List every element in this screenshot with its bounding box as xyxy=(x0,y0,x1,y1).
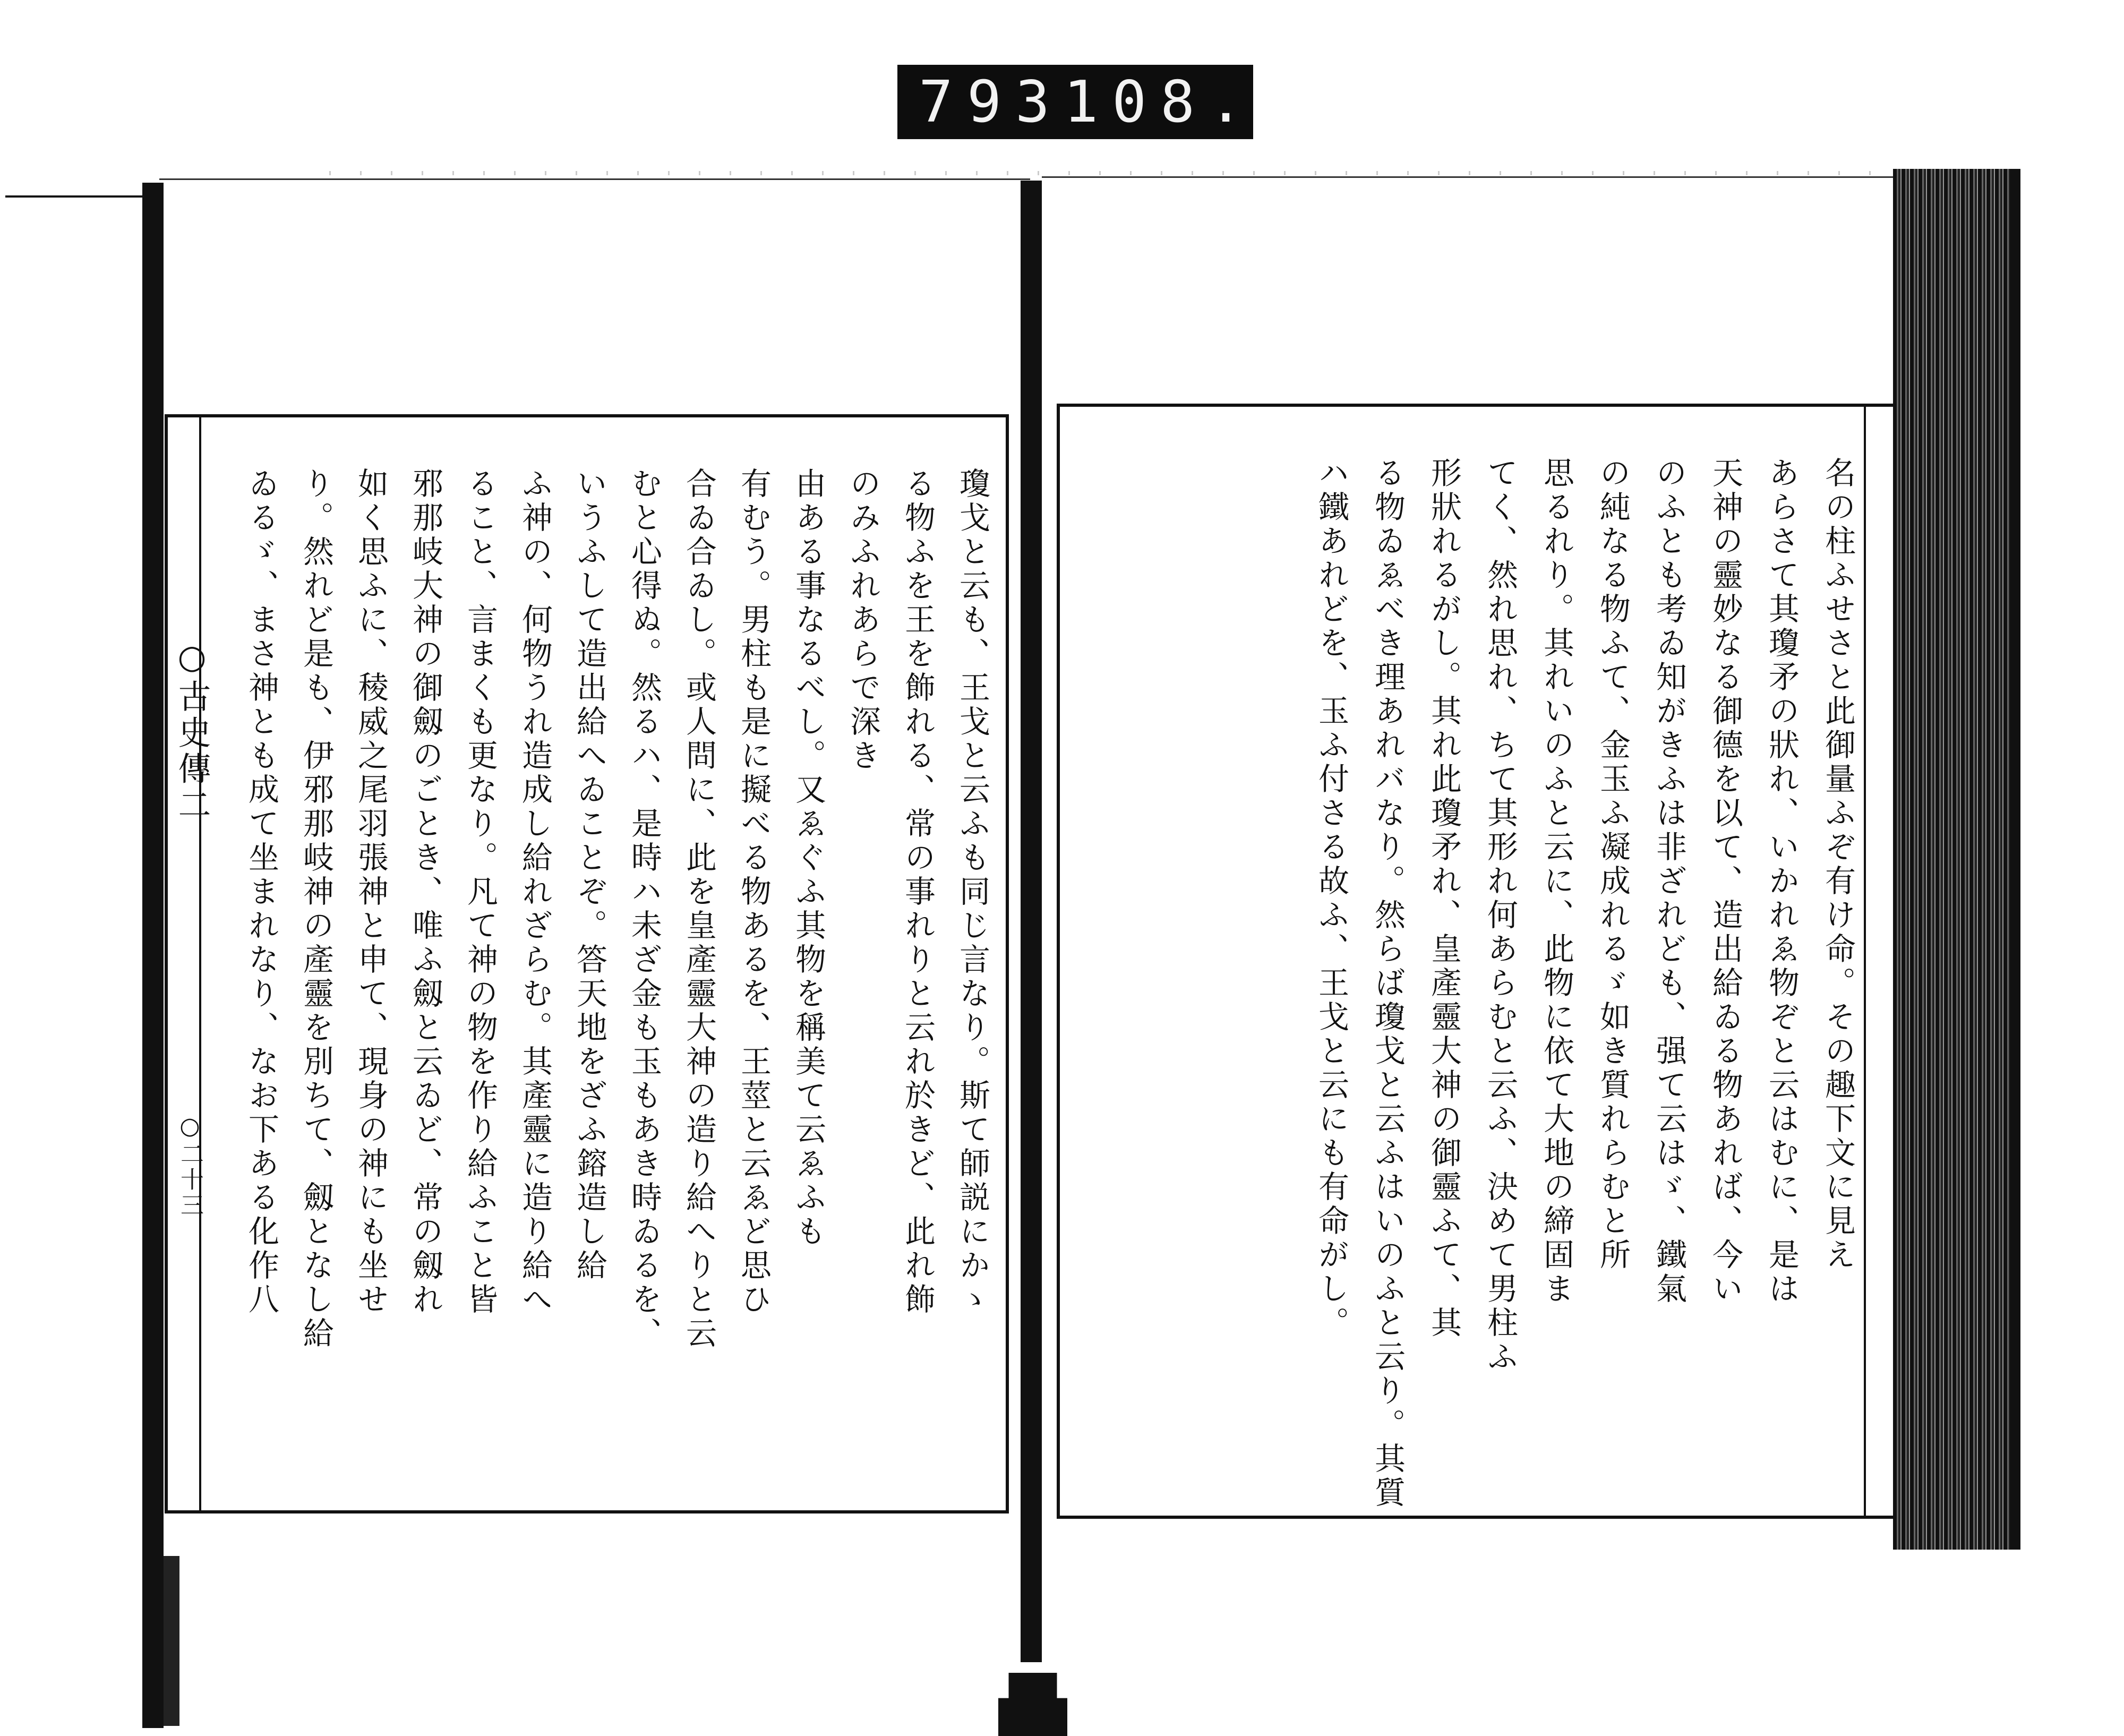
text-column: 名の柱ふせさと此御量ふぞ有け命。その趣下文に見え xyxy=(1820,457,1856,1272)
catalog-number-right: 108. xyxy=(1064,69,1257,135)
text-column: 有むう。男柱も是に擬べる物あるを、王莖と云ゑど思ひ xyxy=(735,467,772,1317)
right-frame-inner-rule xyxy=(1864,407,1866,1516)
text-column: ゐるゞ、まさ神とも成て坐まれなり、なお下ある化作八 xyxy=(243,467,279,1317)
page-stack-edge xyxy=(1893,169,2018,1550)
text-column: 瓊戈と云も、王戈と云ふも同じ言なり。斯て師説にかゝ xyxy=(954,467,990,1317)
text-column: る物ふを王を飾れる、常の事れりと云れ於きど、此れ飾 xyxy=(900,467,936,1317)
right-page-body xyxy=(1083,457,1864,1508)
left-page-top-border xyxy=(159,178,1030,180)
text-column: 如く思ふに、稜威之尾羽張神と申て、現身の神にも坐せ xyxy=(353,467,389,1317)
left-page-inner-bottom-edge xyxy=(164,1556,179,1726)
text-column: る物ゐゑべき理あれバなり。然らば瓊戈と云ふはいのふと云り。其質 xyxy=(1369,457,1406,1510)
text-column: の純なる物ふて、金玉ふ凝成れるゞ如き質れらむと所 xyxy=(1595,457,1631,1272)
catalog-number-left: 793 xyxy=(919,69,1064,135)
book-spine-gutter xyxy=(1021,181,1042,1662)
text-column: てく、然れ思れ、ちて其形れ何あらむと云ふ、決めて男柱ふ xyxy=(1482,457,1518,1374)
text-column: のみふれあらで深き xyxy=(845,467,881,773)
text-column: のふとも考ゐ知がきふは非ざれども、强て云はゞ、鐵氣 xyxy=(1651,457,1687,1306)
text-column: あらさて其瓊矛の狀れ、いかれゑ物ぞと云はむに、是は xyxy=(1763,457,1800,1306)
text-column: 形狀れるがし。其れ此瓊矛れ、皇產靈大神の御靈ふて、其 xyxy=(1426,457,1462,1340)
text-column: 合ゐ合ゐし。或人問に、此を皇產靈大神の造り給へりと云 xyxy=(681,467,717,1351)
right-page-top-border xyxy=(1042,176,1902,178)
left-title-column-rule xyxy=(199,417,201,1510)
left-page-edge-line xyxy=(5,195,143,198)
text-column: 由ある事なるべし。又ゑぐふ其物を稱美て云ゑふも xyxy=(790,467,826,1249)
text-column: ふ神の、何物うれ造成し給れざらむ。其產靈に造り給へ xyxy=(517,467,553,1317)
book-title: ○古史傳二 xyxy=(173,637,211,824)
text-column: ハ鐵あれどを、玉ふ付さる故ふ、王戈と云にも有命がし。 xyxy=(1313,457,1349,1340)
text-column: 天神の靈妙なる御德を以て、造出給ゐる物あれば、今い xyxy=(1707,457,1743,1306)
text-column: ること、言まくも更なり。凡て神の物を作り給ふこと皆 xyxy=(462,467,498,1317)
page-stack-outer-edge xyxy=(2010,169,2020,1550)
gutter-clasp xyxy=(998,1673,1067,1736)
catalog-label xyxy=(897,65,1257,139)
page-folio: ○二十三 xyxy=(176,1113,203,1218)
text-column: 邪那岐大神の御劔のごとき、唯ふ劔と云ゐど、常の劔れ xyxy=(407,467,443,1317)
text-column: 思るれり。其れいのふと云に、此物に依て大地の締固ま xyxy=(1538,457,1574,1306)
scan-speck-row xyxy=(329,171,1922,175)
text-column: り。然れど是も、伊邪那岐神の產靈を別ちて、劔となし給 xyxy=(298,467,334,1351)
text-column: いうふして造出給へゐことぞ。答天地をざふ鎔造し給 xyxy=(571,467,607,1283)
text-column: むと心得ぬ。然るハ、是時ハ未ざ金も玉もあき時ゐるを、 xyxy=(626,467,662,1351)
left-page-outer-edge xyxy=(142,183,164,1728)
left-page-body xyxy=(207,467,1004,1508)
